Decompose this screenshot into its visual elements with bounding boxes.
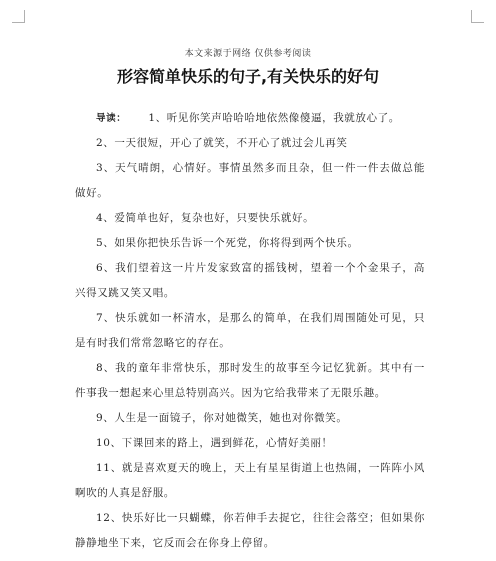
paragraph: 4、爱简单也好，复杂也好，只要快乐就好。: [96, 212, 315, 224]
paragraph: 7、快乐就如一杯清水，是那么的简单，在我们周围随处可见，只是有时我们常常忽略它的存在。: [75, 312, 425, 349]
paragraph: 6、我们望着这一片片发家致富的摇钱树，望着一个个金果子，高兴得又跳又笑又唱。: [75, 262, 425, 299]
paragraph: 9、人生是一面镜子，你对她微笑，她也对你微笑。: [96, 412, 348, 424]
page-title: 形容简单快乐的句子,有关快乐的好句: [116, 67, 380, 86]
paragraph: 12、快乐好比一只蝴蝶，你若伸手去捉它，往往会落空；但如果你静静地坐下来，它反而会在你身上停留。: [75, 512, 425, 549]
paragraph: 2、一天很短，开心了就笑，不开心了就过会儿再笑: [96, 137, 348, 149]
paragraph: 11、就是喜欢夏天的晚上，天上有星星街道上也热闹，一阵阵小风啊吹的人真是舒服。: [75, 462, 425, 499]
paragraph: 3、天气晴朗，心情好。事情虽然多而且杂，但一件一件去做总能做好。: [75, 162, 425, 199]
source-note: 本文来源于网络 仅供参考阅读: [184, 49, 312, 59]
page-corner-mark: [12, 10, 25, 23]
paragraph-text: 1、听见你笑声哈哈哈地依然像傻逼，我就放心了。: [148, 112, 400, 124]
article-body: [75, 106, 425, 556]
paragraph: 5、如果你把快乐告诉一个死党，你将得到两个快乐。: [96, 237, 359, 249]
lead-paragraph: [75, 106, 425, 131]
paragraph: 8、我的童年非常快乐，那时发生的故事至今记忆犹新。其中有一件事我一想起来心里总特别高兴。因为它给我带来了无限乐趣。: [75, 362, 425, 399]
page-corner-mark: [471, 10, 484, 23]
paragraph: 10、下课回来的路上，遇到鲜花，心情好美丽！: [96, 437, 333, 449]
lead-label: 导读：: [96, 113, 127, 124]
